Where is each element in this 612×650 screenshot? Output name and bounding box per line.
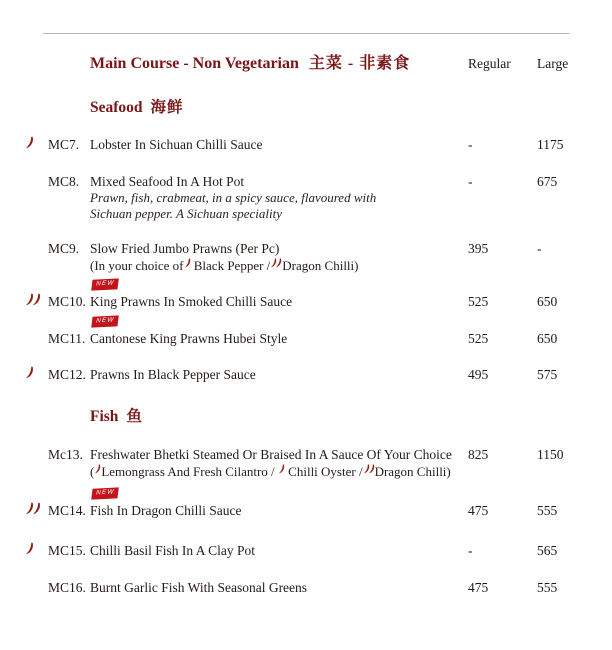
menu-item-mc16 (24, 579, 570, 596)
page-title (90, 50, 468, 73)
new-badge: NEW (91, 487, 119, 499)
menu-item-mc15 (24, 542, 570, 560)
item-code: Mc13. (48, 447, 83, 462)
item-name: King Prawns In Smoked Chilli Sauce (90, 294, 293, 309)
section-title-seafood: Seafood (90, 99, 143, 116)
item-code: MC12. (48, 367, 86, 382)
section-title-fish-zh: 鱼 (126, 408, 143, 425)
price-regular: 395 (468, 241, 489, 256)
menu-item-mc10 (24, 279, 570, 311)
page-title-en: Main Course - Non Vegetarian (90, 55, 299, 72)
price-regular: 525 (468, 294, 489, 309)
item-note: (In your choice of Black Pepper / Dragon Chilli) (90, 258, 359, 273)
item-name: Freshwater Bhetki Steamed Or Braised In A Sauce Of Your Choice (90, 447, 452, 462)
section-title-fish: Fish (90, 408, 119, 425)
price-regular: 825 (468, 447, 489, 462)
price-regular: 525 (468, 331, 489, 346)
column-header-regular: Regular (468, 56, 511, 71)
page-title-zh: 主菜 - 非素食 (308, 55, 411, 72)
item-name: Mixed Seafood In A Hot Pot (90, 174, 245, 189)
price-regular: - (468, 137, 473, 152)
new-badge: NEW (91, 278, 119, 290)
chilli-icon (368, 464, 375, 474)
spice-level (24, 542, 48, 560)
price-large: 575 (537, 367, 558, 382)
item-name: Cantonese King Prawns Hubei Style (90, 331, 288, 346)
item-name: Lobster In Sichuan Chilli Sauce (90, 137, 263, 152)
menu-header-row (24, 50, 570, 73)
menu-item-mc7 (24, 136, 570, 154)
item-code: MC11. (48, 331, 86, 346)
menu-item-mc13 (24, 446, 570, 480)
price-large: 1175 (537, 137, 564, 152)
item-code: MC14. (48, 503, 86, 518)
section-title-seafood-zh: 海鲜 (150, 99, 184, 116)
spice-level (24, 366, 48, 384)
item-description: Prawn, fish, crabmeat, in a spicy sauce, flavoured with (90, 190, 377, 205)
price-large: 565 (537, 543, 558, 558)
item-code: MC9. (48, 241, 80, 256)
item-name: Slow Fried Jumbo Prawns (Per Pc) (90, 241, 280, 256)
price-large: 675 (537, 174, 558, 189)
chilli-icon (25, 542, 34, 555)
menu-item-mc8 (24, 173, 570, 222)
item-code: MC10. (48, 294, 86, 309)
item-name: Fish In Dragon Chilli Sauce (90, 503, 242, 518)
menu-item-mc11 (24, 316, 570, 347)
column-header-large: Large (537, 56, 569, 71)
spice-level (24, 502, 48, 520)
chilli-icon (32, 293, 41, 306)
item-code: MC16. (48, 580, 86, 595)
menu-item-mc12 (24, 366, 570, 384)
price-large: 650 (537, 331, 558, 346)
section-heading-fish (24, 404, 570, 426)
price-regular: - (468, 174, 473, 189)
price-regular: 475 (468, 580, 489, 595)
item-description: Sichuan pepper. A Sichuan speciality (90, 206, 282, 221)
menu-item-mc14 (24, 488, 570, 520)
price-regular: 475 (468, 503, 489, 518)
price-regular: 495 (468, 367, 489, 382)
item-code: MC8. (48, 174, 80, 189)
chilli-icon (25, 366, 34, 379)
price-regular: - (468, 543, 473, 558)
spice-level (24, 136, 48, 154)
item-note: ( Lemongrass And Fresh Cilantro / Chilli Oyster / Dragon Chilli) (90, 464, 451, 479)
price-large: 555 (537, 503, 558, 518)
new-badge: NEW (91, 315, 119, 327)
item-name: Prawns In Black Pepper Sauce (90, 367, 256, 382)
top-rule (43, 33, 570, 34)
chilli-icon (278, 464, 285, 474)
chilli-icon (32, 502, 41, 515)
menu-item-mc9 (24, 240, 570, 274)
section-heading-seafood (24, 95, 570, 117)
chilli-icon (184, 258, 191, 268)
item-code: MC7. (48, 137, 80, 152)
price-large: - (537, 241, 542, 256)
price-large: 555 (537, 580, 558, 595)
item-name: Burnt Garlic Fish With Seasonal Greens (90, 580, 308, 595)
item-code: MC15. (48, 543, 86, 558)
chilli-icon (25, 136, 34, 149)
price-large: 1150 (537, 447, 564, 462)
spice-level (24, 293, 48, 311)
item-name: Chilli Basil Fish In A Clay Pot (90, 543, 256, 558)
price-large: 650 (537, 294, 558, 309)
